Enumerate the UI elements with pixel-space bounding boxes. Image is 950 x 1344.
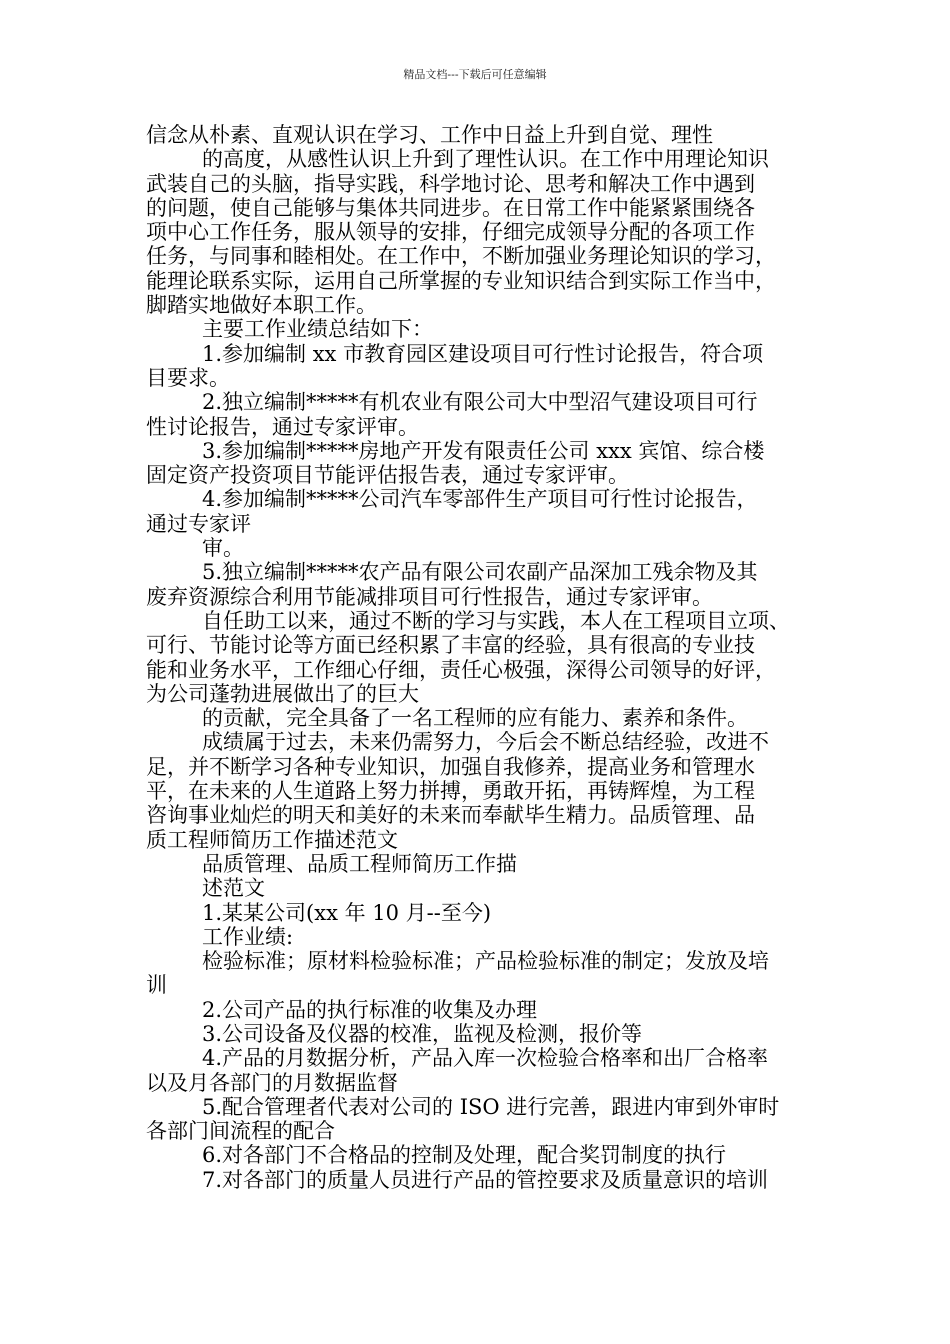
text-line: 3.公司设备及仪器的校准，监视及检测，报价等 — [202, 1021, 643, 1046]
text-line: 的问题，使自己能够与集体共同进步。在日常工作中能紧紧围绕各 — [146, 195, 755, 220]
text-line: 2.公司产品的执行标准的收集及办理 — [202, 997, 538, 1022]
text-line: 7.对各部门的质量人员进行产品的管控要求及质量意识的培训 — [202, 1167, 769, 1192]
text-line: 废弃资源综合利用节能减排项目可行性报告，通过专家评审。 — [146, 584, 713, 609]
text-line: 主要工作业绩总结如下： — [202, 317, 433, 342]
text-line: 质工程师简历工作描述范文 — [146, 827, 398, 852]
text-line: 4.参加编制*****公司汽车零部件生产项目可行性讨论报告， — [202, 487, 758, 512]
text-line: 通过专家评 — [146, 511, 251, 536]
text-line: 为公司蓬勃进展做出了的巨大 — [146, 681, 419, 706]
text-line: 1.某某公司(xx 年 10 月--至今) — [202, 900, 492, 925]
page-header: 精品文档---下载后可任意编辑 — [403, 68, 547, 81]
text-line: 训 — [146, 973, 167, 998]
text-line: 任务，与同事和睦相处。在工作中，不断加强业务理论知识的学习， — [146, 244, 776, 269]
text-line: 以及月各部门的月数据监督 — [146, 1070, 398, 1095]
text-line: 工作业绩: — [202, 924, 294, 949]
text-line: 固定资产投资项目节能评估报告表，通过专家评审。 — [146, 463, 629, 488]
text-line: 各部门间流程的配合 — [146, 1119, 335, 1144]
text-line: 审。 — [202, 536, 244, 561]
text-line: 项中心工作任务，服从领导的安排，仔细完成领导分配的各项工作 — [146, 220, 755, 245]
text-line: 目要求。 — [146, 365, 230, 390]
text-line: 的贡献，完全具备了一名工程师的应有能力、素养和条件。 — [202, 706, 748, 731]
document-body — [146, 123, 818, 1192]
text-line: 性讨论报告，通过专家评审。 — [146, 414, 419, 439]
text-line: 脚踏实地做好本职工作。 — [146, 293, 377, 318]
text-line: 品质管理、品质工程师简历工作描 — [202, 851, 517, 876]
text-line: 述范文 — [202, 876, 265, 901]
text-line: 可行、节能讨论等方面已经积累了丰富的经验，具有很高的专业技 — [146, 633, 755, 658]
text-line: 自任助工以来，通过不断的学习与实践，本人在工程项目立项、 — [202, 608, 790, 633]
text-line: 的高度，从感性认识上升到了理性认识。在工作中用理论知识 — [202, 147, 769, 172]
text-line: 足，并不断学习各种专业知识，加强自我修养，提高业务和管理水 — [146, 754, 755, 779]
text-line: 信念从朴素、直观认识在学习、工作中日益上升到自觉、理性 — [146, 123, 713, 147]
text-line: 1.参加编制 xx 市教育园区建设项目可行性讨论报告，符合项 — [202, 341, 764, 366]
text-line: 能理论联系实际，运用自己所掌握的专业知识结合到实际工作当中， — [146, 268, 776, 293]
text-line: 5.配合管理者代表对公司的 ISO 进行完善，跟进内审到外审时 — [202, 1094, 780, 1119]
text-line: 4.产品的月数据分析，产品入库一次检验合格率和出厂合格率 — [202, 1046, 769, 1071]
text-line: 能和业务水平，工作细心仔细，责任心极强，深得公司领导的好评， — [146, 657, 776, 682]
text-line: 武装自己的头脑，指导实践，科学地讨论、思考和解决工作中遇到 — [146, 171, 755, 196]
text-line: 2.独立编制*****有机农业有限公司大中型沼气建设项目可行 — [202, 390, 758, 415]
text-line: 检验标准；原材料检验标准；产品检验标准的制定；发放及培 — [202, 949, 769, 974]
text-line: 成绩属于过去，未来仍需努力，今后会不断总结经验，改进不 — [202, 730, 769, 755]
text-line: 5.独立编制*****农产品有限公司农副产品深加工残余物及其 — [202, 560, 758, 585]
text-line: 6.对各部门不合格品的控制及处理，配合奖罚制度的执行 — [202, 1143, 727, 1168]
text-line: 平，在未来的人生道路上努力拼搏，勇敢开拓，再铸辉煌，为工程 — [146, 779, 755, 804]
text-line: 咨询事业灿烂的明天和美好的未来而奉献毕生精力。品质管理、品 — [146, 803, 755, 828]
text-line: 3.参加编制*****房地产开发有限责任公司 xxx 宾馆、综合楼 — [202, 438, 765, 463]
